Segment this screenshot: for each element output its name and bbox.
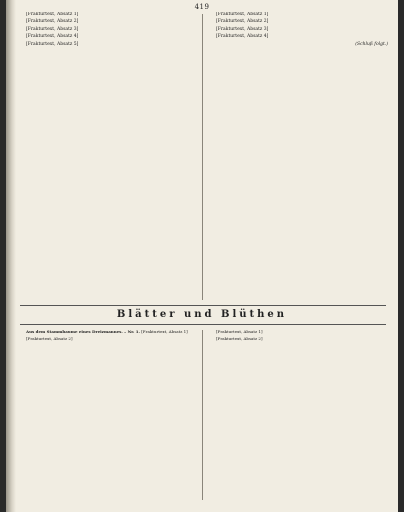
paragraph bbox=[20, 330, 198, 335]
upper-left-column bbox=[20, 12, 198, 304]
lower-right-column bbox=[210, 330, 388, 502]
document-page bbox=[6, 0, 398, 512]
upper-right-column bbox=[210, 12, 388, 304]
page-gutter bbox=[6, 0, 16, 512]
paragraph: [Frakturtext, Absatz 3] bbox=[26, 26, 79, 32]
continuation-note: (Schluß folgt.) bbox=[355, 41, 388, 47]
paragraph: [Frakturtext, Absatz 1] bbox=[26, 12, 79, 17]
paragraph: [Frakturtext, Absatz 4] bbox=[26, 34, 79, 40]
entry-title: Aus dem Stammbaume eines Dreizmannes. – Nr. 1. bbox=[26, 330, 140, 334]
section-rule-bottom bbox=[20, 324, 386, 325]
section-rule-top bbox=[20, 305, 386, 306]
paragraph: [Frakturtext, Absatz 1] bbox=[216, 12, 269, 17]
section-title: Blätter und Blüthen bbox=[116, 309, 288, 320]
paragraph: [Frakturtext, Absatz 4] bbox=[216, 34, 269, 40]
page-number: 419 bbox=[194, 3, 210, 11]
paragraph: [Frakturtext, Absatz 2] bbox=[26, 19, 79, 25]
column-divider bbox=[202, 14, 203, 300]
paragraph: [Frakturtext, Absatz 2] bbox=[216, 19, 269, 25]
paragraph: [Frakturtext, Absatz 2] bbox=[26, 335, 73, 341]
column-divider bbox=[202, 330, 203, 500]
paragraph: [Frakturtext, Absatz 1] bbox=[216, 330, 263, 334]
lower-left-column bbox=[20, 330, 198, 502]
paragraph: [Frakturtext, Absatz 3] bbox=[216, 26, 269, 32]
paragraph: [Frakturtext, Absatz 5] bbox=[26, 41, 79, 47]
entry-text: [Frakturtext, Absatz 1] bbox=[141, 330, 188, 334]
paragraph: [Frakturtext, Absatz 2] bbox=[216, 335, 263, 341]
